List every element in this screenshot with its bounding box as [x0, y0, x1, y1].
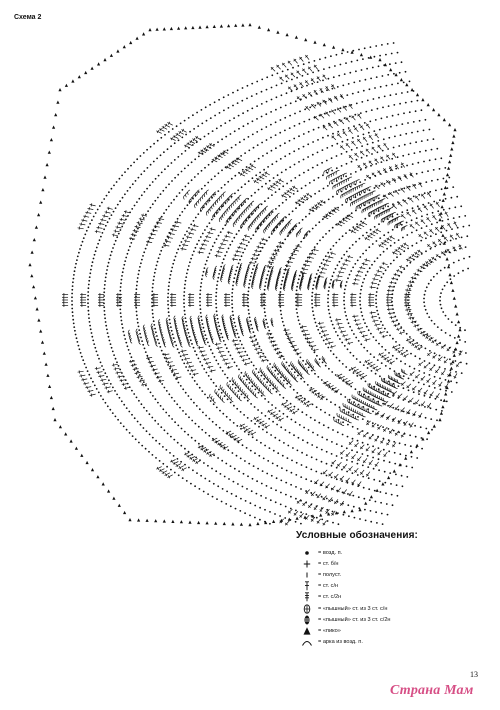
short-bar-icon: [296, 569, 318, 580]
watermark-logo: Страна Мам: [390, 683, 474, 698]
arch-icon: [296, 637, 318, 648]
legend-item-text: = ст. с/2н: [318, 594, 342, 601]
single-crochet-icon: [296, 581, 318, 592]
legend-item: [296, 637, 496, 648]
legend-item: [296, 547, 496, 558]
page-number: 13: [470, 670, 478, 679]
legend-item: [296, 581, 496, 592]
cross-icon: [296, 558, 318, 569]
legend-item-text: = «пышный» ст. из 3 ст. с/2н: [318, 616, 391, 623]
puff-3tr-icon: [296, 614, 318, 625]
picot-icon: [296, 625, 318, 636]
legend-list: [296, 547, 496, 648]
legend-title: Условные обозначения:: [296, 530, 418, 541]
legend: [296, 530, 496, 648]
legend-item-text: = полуст.: [318, 571, 342, 578]
dot-icon: [296, 547, 318, 558]
scheme-title: Схема 2: [14, 14, 42, 21]
legend-item-text: = возд. п.: [318, 549, 343, 556]
legend-item-text: = «пышный» ст. из 3 ст. с/н: [318, 605, 388, 612]
legend-item-text: = арка из возд. п.: [318, 639, 363, 646]
legend-item: [296, 614, 496, 625]
legend-item-text: = ст. б/н: [318, 560, 339, 567]
legend-item: [296, 625, 496, 636]
legend-item: [296, 592, 496, 603]
legend-item-text: = ст. с/н: [318, 583, 339, 590]
legend-item: [296, 558, 496, 569]
legend-item: [296, 569, 496, 580]
puff-3dc-icon: [296, 603, 318, 614]
legend-item-text: = «пико»: [318, 627, 341, 634]
legend-item: [296, 603, 496, 614]
double-crochet-icon: [296, 592, 318, 603]
